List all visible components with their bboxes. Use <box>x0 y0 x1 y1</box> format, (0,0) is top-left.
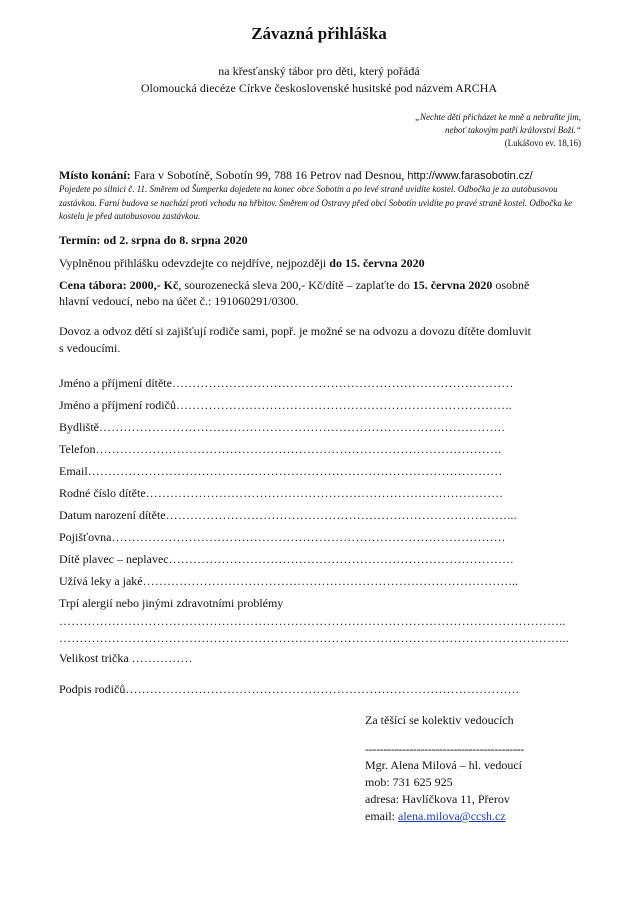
field-dots[interactable]: ……………………………………………………………………………. <box>145 486 503 500</box>
field-label: Velikost trička <box>59 651 129 665</box>
field-dots[interactable]: ………………………………………………………………………………………… <box>87 464 503 478</box>
term: Termín: od 2. srpna do 8. srpna 2020 <box>59 233 248 247</box>
field-insurance[interactable] <box>59 530 505 545</box>
quote-line-2: neboť takovým patří království Boží.“ <box>444 124 581 135</box>
closing-greeting: Za těšící se kolektiv vedoucích <box>365 713 514 727</box>
subtitle-line-1: na křesťanský tábor pro děti, který pořádá <box>218 64 420 78</box>
field-label: Telefon <box>59 442 96 456</box>
field-dots[interactable]: ………………………………………………………………………………………. <box>99 420 505 434</box>
deadline-line <box>59 256 425 271</box>
transport-line-2: s vedoucími. <box>59 341 121 355</box>
venue-line <box>59 168 533 183</box>
field-dots[interactable]: …………………………………………………………………………. <box>168 552 514 566</box>
deadline-text: Vyplněnou přihlášku odevzdejte co nejdříve, nejpozději <box>59 256 330 270</box>
field-dots[interactable]: …………………………………………………………………………... <box>165 508 517 522</box>
signature-rule: ------------------------------------------- <box>365 742 524 756</box>
field-email[interactable] <box>59 464 502 479</box>
field-dots[interactable]: ………………………………………………………………………………………. <box>95 442 502 456</box>
field-label: Pojišťovna <box>59 530 112 544</box>
transport-line-1: Dovoz a odvoz dětí si zajišťují rodiče sami, popř. je možné se na odvozu a dovozu dítěte domluvit <box>59 324 532 338</box>
leader-email-line <box>365 809 506 824</box>
field-birth-date[interactable] <box>59 508 517 523</box>
field-child-name[interactable] <box>59 376 514 391</box>
field-dots[interactable]: ……………………………………………………………………………………. <box>111 530 506 544</box>
price-text-2: osobně <box>492 278 530 292</box>
field-dots[interactable]: ………………………………………………………………………… <box>171 376 514 390</box>
field-label: Rodné číslo dítěte <box>59 486 146 500</box>
field-dots[interactable]: ……………………………………………………………………….. <box>175 398 512 412</box>
field-label: Email <box>59 464 88 478</box>
field-phone[interactable] <box>59 442 501 457</box>
email-label: email: <box>365 809 398 823</box>
field-swimmer[interactable] <box>59 552 513 567</box>
venue-url[interactable]: http://www.farasobotin.cz/ <box>407 170 533 182</box>
field-dots[interactable]: ………………………………………………………………………………... <box>142 574 519 588</box>
price-label: Cena tábora: 2000,- Kč <box>59 278 179 292</box>
field-medication[interactable] <box>59 574 518 589</box>
email-link[interactable]: alena.milova@ccsh.cz <box>398 809 506 823</box>
field-label: Jméno a příjmení rodičů <box>59 398 176 412</box>
field-label: Bydliště <box>59 420 100 434</box>
field-label: Dítě plavec – neplavec <box>59 552 169 566</box>
field-label: Užívá leky a jaké <box>59 574 143 588</box>
field-parent-signature[interactable] <box>59 682 519 697</box>
leader-address: adresa: Havlíčkova 11, Přerov <box>365 792 510 806</box>
field-birth-number[interactable] <box>59 486 503 501</box>
leader-name: Mgr. Alena Milová – hl. vedoucí <box>365 758 522 772</box>
quote-reference: (Lukášovo ev. 18,16) <box>504 138 581 148</box>
field-label: Jméno a příjmení dítěte <box>59 376 172 390</box>
allergy-dots-2[interactable]: ……………………………………………………………………………………………………………... <box>59 631 569 645</box>
allergy-dots-1[interactable]: …………………………………………………………………………………………………………….. <box>59 614 566 628</box>
price-line-2: hlavní vedoucí, nebo na účet č.: 191060291/0300. <box>59 294 299 308</box>
field-residence[interactable] <box>59 420 505 435</box>
venue-text: Fara v Sobotíně, Sobotín 99, 788 16 Petrov nad Desnou, <box>130 168 408 182</box>
page-title: Závazná přihláška <box>251 24 387 43</box>
allergy-label: Trpí alergií nebo jinými zdravotními problémy <box>59 596 284 610</box>
subtitle-line-2: Olomoucká diecéze Církve československé husitské pod názvem ARCHA <box>140 81 498 95</box>
price-line-1 <box>59 278 529 293</box>
venue-directions: Pojedete po silnici č. 11. Směrem od Šumperka dojedete na konec obce Sobotín a po levé straně uvidíte kostel. Odbočka je za autobusovou zastávkou. Farní budova se nachází proti vchodu na hřbitov. Směrem od Ostravy před obcí Sobotín uvidíte po pravé straně kostel. Odbočka ke kostelu je před autobusovou zastávkou. <box>59 184 573 221</box>
price-date: 15. června 2020 <box>412 278 493 292</box>
field-label: Podpis rodičů <box>59 682 126 696</box>
bible-quote <box>415 111 581 136</box>
leader-phone: mob: 731 625 925 <box>365 775 453 789</box>
quote-line-1: „Nechte děti přicházet ke mně a nebraňte jim, <box>415 112 581 122</box>
venue-label: Místo konání: <box>59 168 131 182</box>
deadline-date: do 15. června 2020 <box>329 256 425 270</box>
field-label: Datum narození dítěte <box>59 508 166 522</box>
price-text-1: , sourozenecká sleva 200,- Kč/dítě – zaplaťte do <box>178 278 413 292</box>
field-dots[interactable]: ……………………………………………………………………………………. <box>125 682 519 696</box>
field-parent-name[interactable] <box>59 398 512 413</box>
field-dots[interactable]: …………… <box>131 651 193 665</box>
field-tshirt-size[interactable] <box>59 651 193 666</box>
